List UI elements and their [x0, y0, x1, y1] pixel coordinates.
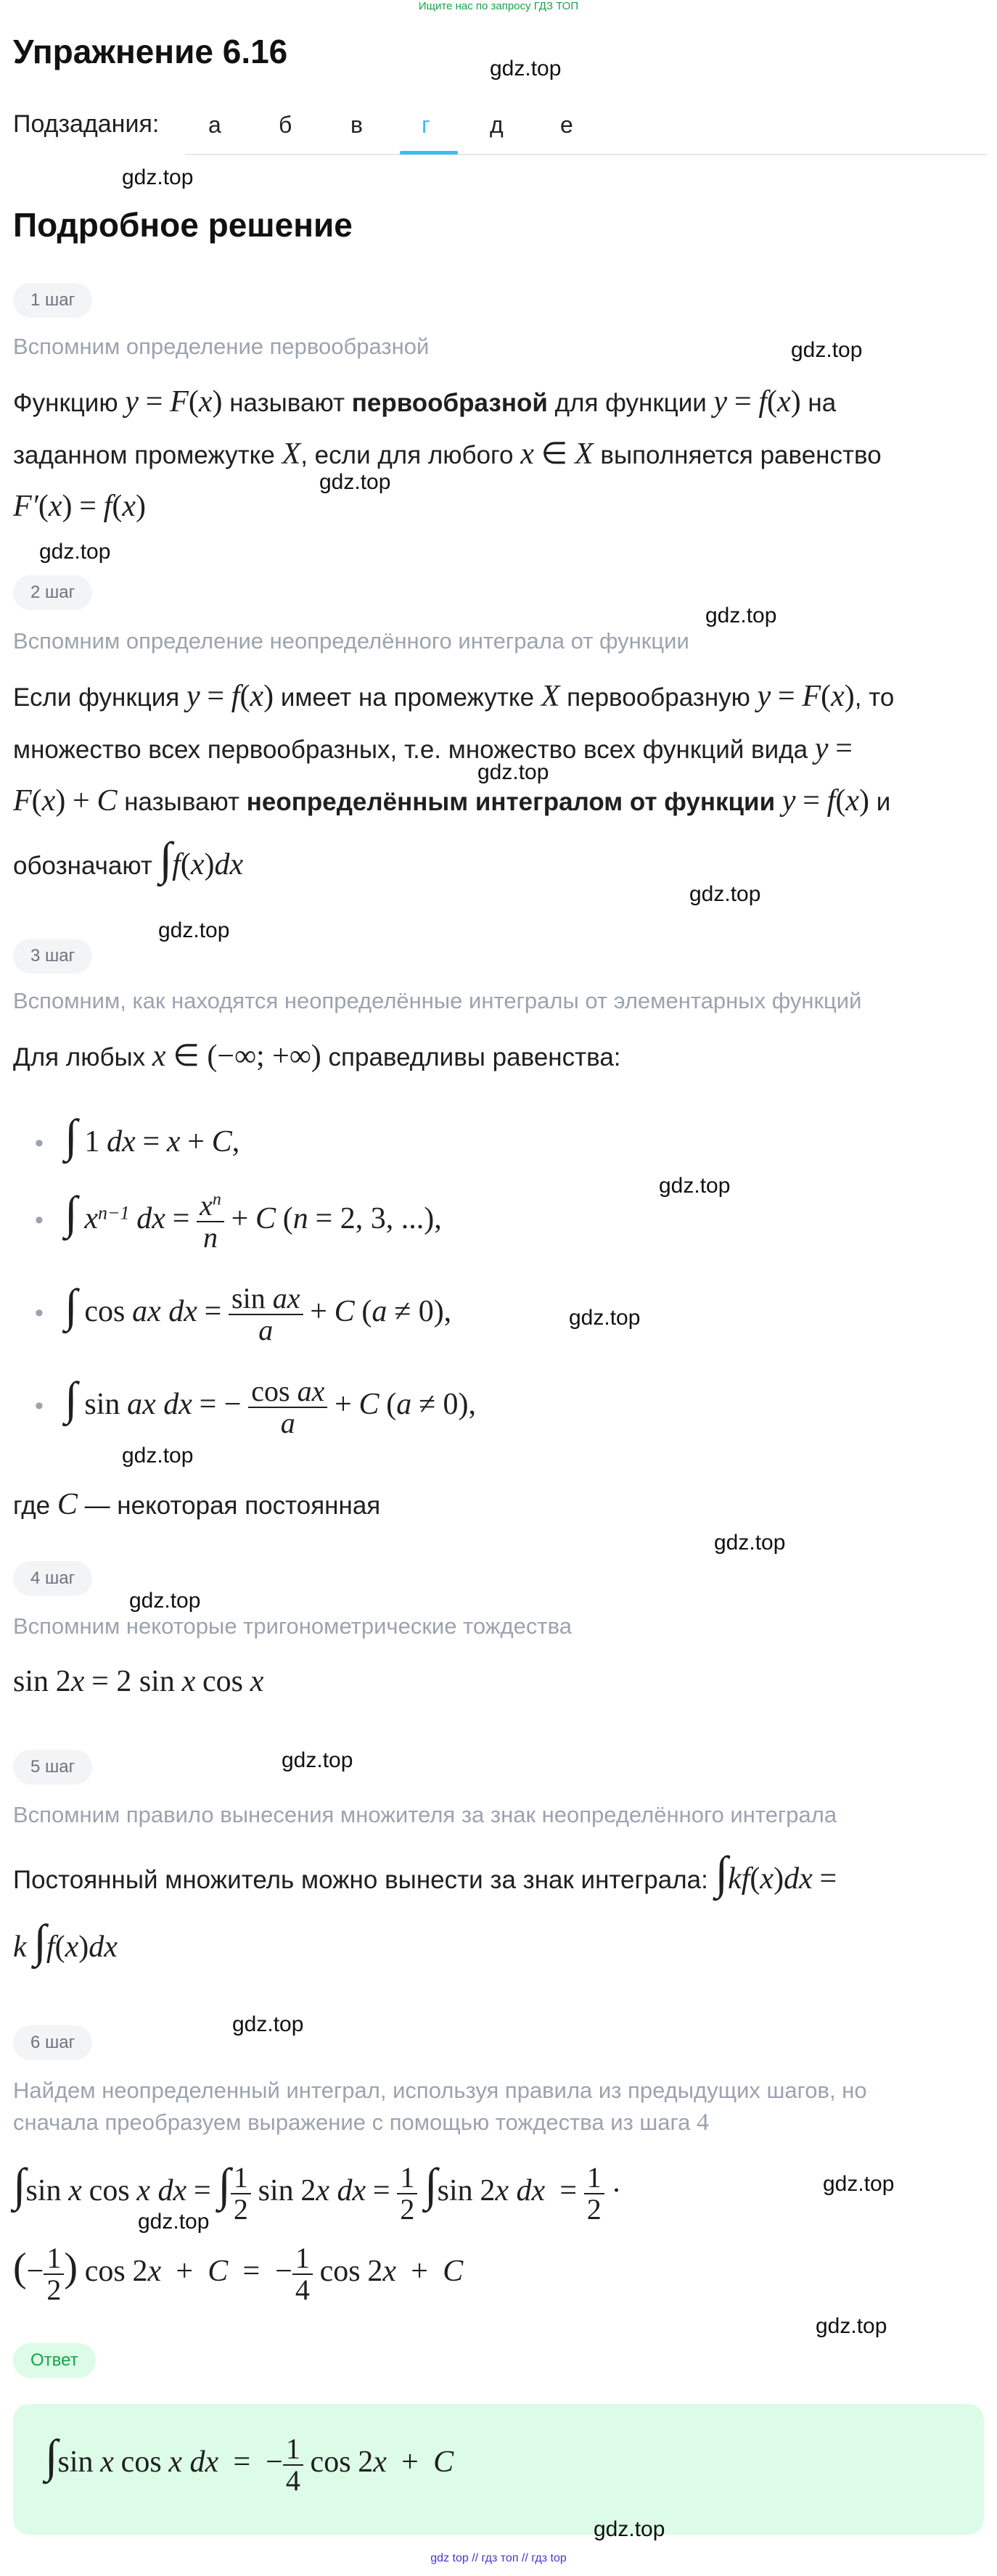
- tabs-divider: [185, 154, 987, 155]
- step-3-hint: Вспомним, как находятся неопределённые интегралы от элементарных функций: [13, 988, 862, 1013]
- tab-a[interactable]: а: [208, 112, 221, 138]
- subtasks-label: Подзадания:: [13, 110, 160, 138]
- watermark: gdz.top: [477, 760, 549, 784]
- watermark: gdz.top: [823, 2172, 895, 2196]
- formula-item-3: • ∫ cos ax dx = $\frac{\text{sin ax}}{a}$ + C (a ≠ 0),: [35, 1280, 452, 1346]
- step-6-badge: 6 шаг: [13, 2025, 92, 2060]
- watermark: gdz.top: [689, 882, 761, 906]
- step-5-line-1: Постоянный множитель можно вынести за знак интеграла: ∫kf(x)dx =: [13, 1847, 837, 1898]
- formula-item-4: • ∫ sin ax dx = − $\frac{\text{cos ax}}{a}$ + C (a ≠ 0),: [35, 1373, 477, 1439]
- tab-b[interactable]: б: [279, 112, 292, 138]
- watermark: gdz.top: [39, 540, 111, 564]
- step-3-badge: 3 шаг: [13, 939, 92, 974]
- step-2-line-1: Если функция y = f(x) имеет на промежутке X первообразную y = F(x), то: [13, 680, 895, 713]
- step-1-badge: 1 шаг: [13, 283, 92, 318]
- step-4-badge: 4 шаг: [13, 1561, 92, 1596]
- step-1-formula: F′(x) = f(x): [13, 490, 146, 523]
- watermark: gdz.top: [569, 1306, 641, 1330]
- top-search-note: Ищите нас по запросу ГДЗ ТОП: [418, 0, 579, 12]
- watermark: gdz.top: [705, 604, 777, 627]
- formula-item-2: • ∫ $x^{n-1}$ dx = $\frac{x^n}{n}$ + C (n = 2, 3, ...),: [35, 1187, 442, 1254]
- step-5-badge: 5 шаг: [13, 1750, 92, 1785]
- step-5-hint: Вспомним правило вынесения множителя за знак неопределённого интеграла: [13, 1802, 837, 1827]
- step-1-line-2: заданном промежутке X, если для любого x ∈ X выполняется равенство: [13, 437, 882, 471]
- watermark: gdz.top: [232, 2012, 304, 2036]
- tab-v[interactable]: в: [350, 112, 363, 138]
- step-1-line-1: Функцию y = F(x) называют первообразной для функции y = f(x) на: [13, 385, 837, 419]
- watermark: gdz.top: [122, 1444, 194, 1468]
- active-tab-indicator: [400, 151, 458, 155]
- step-2-line-3: F(x) + C называют неопределённым интегралом от функции y = f(x) и: [13, 784, 891, 818]
- step-6-line-1: ∫sin x cos x dx = ∫ $\frac{1}{2}$ sin 2x dx = $\frac{1}{2}$ ∫sin 2x dx = $\frac{1}{2}$ ·: [13, 2159, 622, 2226]
- watermark: gdz.top: [319, 470, 391, 494]
- watermark: gdz.top: [816, 2314, 887, 2338]
- watermark: gdz.top: [791, 338, 863, 362]
- step-4-hint: Вспомним некоторые тригонометрические тождества: [13, 1613, 572, 1639]
- watermark: gdz.top: [594, 2517, 665, 2541]
- watermark: gdz.top: [138, 2210, 210, 2234]
- solution-heading: Подробное решение: [13, 206, 353, 244]
- step-2-line-4: обозначают ∫f(x)dx: [13, 833, 244, 884]
- formula-item-1: • ∫ 1 dx = x + C,: [35, 1110, 240, 1161]
- step-6-hint-line-1: Найдем неопределенный интеграл, используя правила из предыдущих шагов, но: [13, 2078, 867, 2103]
- answer-formula: ∫sin x cos x dx = − $\frac{1}{4}$ cos 2x + C: [45, 2430, 454, 2497]
- watermark: gdz.top: [659, 1174, 731, 1198]
- step-3-constant-note: где C — некоторая постоянная: [13, 1488, 381, 1521]
- tab-g-active[interactable]: г: [422, 112, 430, 138]
- step-1-hint: Вспомним определение первообразной: [13, 334, 430, 359]
- footer-links[interactable]: gdz top // гдз топ // гдз top: [430, 2552, 567, 2564]
- watermark: gdz.top: [714, 1531, 786, 1555]
- watermark: gdz.top: [158, 918, 230, 942]
- step-2-hint: Вспомним определение неопределённого интеграла от функции: [13, 628, 689, 654]
- step-6-hint-line-2: сначала преобразуем выражение с помощью тождества из шага 4: [13, 2109, 710, 2136]
- step-2-badge: 2 шаг: [13, 575, 92, 610]
- step-6-line-2: (− $\frac{1}{2}$ ) cos 2x + C = − $\frac{1}{4}$ cos 2x + C: [13, 2241, 464, 2306]
- watermark: gdz.top: [490, 57, 562, 81]
- page-title: Упражнение 6.16: [13, 33, 288, 70]
- tab-e[interactable]: е: [560, 112, 573, 138]
- answer-badge: Ответ: [13, 2343, 96, 2378]
- watermark: gdz.top: [122, 165, 194, 189]
- step-4-formula: sin 2x = 2 sin x cos x: [13, 1665, 264, 1698]
- tab-d[interactable]: д: [490, 112, 504, 138]
- watermark: gdz.top: [282, 1748, 353, 1772]
- watermark: gdz.top: [129, 1589, 201, 1613]
- step-2-line-2: множество всех первообразных, т.е. множество всех функций вида y =: [13, 732, 853, 765]
- step-5-line-2: k ∫f(x)dx: [13, 1915, 118, 1967]
- step-3-line-1: Для любых x ∈ (−∞; +∞) справедливы равенства:: [13, 1040, 621, 1073]
